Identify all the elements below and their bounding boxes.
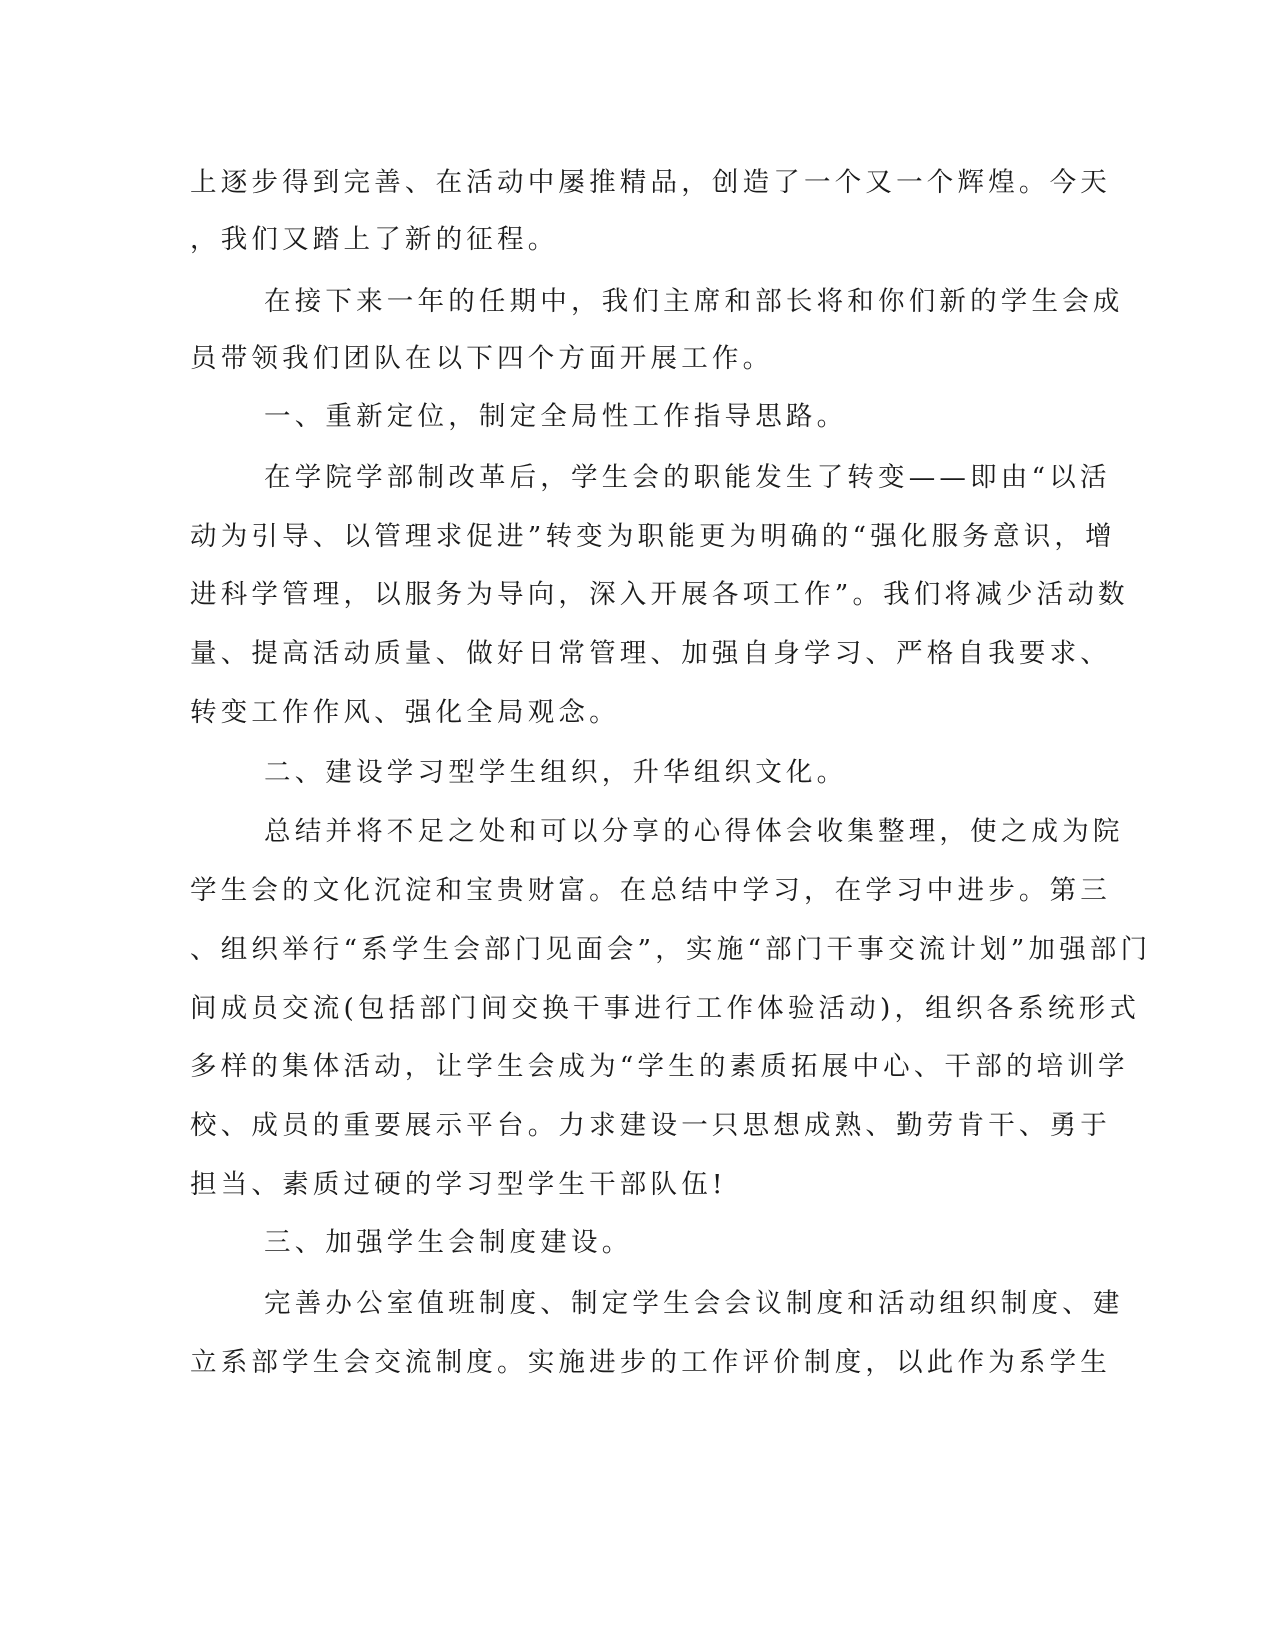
text-line: 在学院学部制改革后，学生会的职能发生了转变——即由“以活 [264,462,1111,493]
text-line: 完善办公室值班制度、制定学生会会议制度和活动组织制度、建 [264,1288,1124,1319]
text-line: 学生会的文化沉淀和宝贵财富。在总结中学习，在学习中进步。第三 [190,875,1111,906]
text-line: 在接下来一年的任期中，我们主席和部长将和你们新的学生会成 [264,286,1124,317]
text-line: 员带领我们团队在以下四个方面开展工作。 [190,343,774,374]
text-line: 总结并将不足之处和可以分享的心得体会收集整理，使之成为院 [264,816,1124,847]
text-line: 多样的集体活动，让学生会成为“学生的素质拓展中心、干部的培训学 [190,1051,1129,1082]
text-line: 间成员交流(包括部门间交换干事进行工作体验活动)，组织各系统形式 [190,993,1141,1024]
text-line: 量、提高活动质量、做好日常管理、加强自身学习、严格自我要求、 [190,638,1111,669]
section-heading: 二、建设学习型学生组织，升华组织文化。 [264,757,848,788]
text-line: 进科学管理，以服务为导向，深入开展各项工作”。我们将减少活动数 [190,579,1129,610]
text-line: 校、成员的重要展示平台。力求建设一只思想成熟、勤劳肯干、勇于 [190,1110,1111,1141]
text-line: 转变工作作风、强化全局观念。 [190,697,620,728]
text-line: 担当、素质过硬的学习型学生干部队伍! [190,1169,727,1200]
text-line: ，我们又踏上了新的征程。 [190,224,559,255]
text-line: 、组织举行“系学生会部门见面会”，实施“部门干事交流计划”加强部门 [190,934,1152,965]
section-heading: 一、重新定位，制定全局性工作指导思路。 [264,401,848,432]
text-line: 动为引导、以管理求促进”转变为职能更为明确的“强化服务意识，增 [190,521,1116,552]
section-heading: 三、加强学生会制度建设。 [264,1227,633,1258]
text-line: 立系部学生会交流制度。实施进步的工作评价制度，以此作为系学生 [190,1347,1111,1378]
text-line: 上逐步得到完善、在活动中屡推精品，创造了一个又一个辉煌。今天 [190,167,1111,198]
